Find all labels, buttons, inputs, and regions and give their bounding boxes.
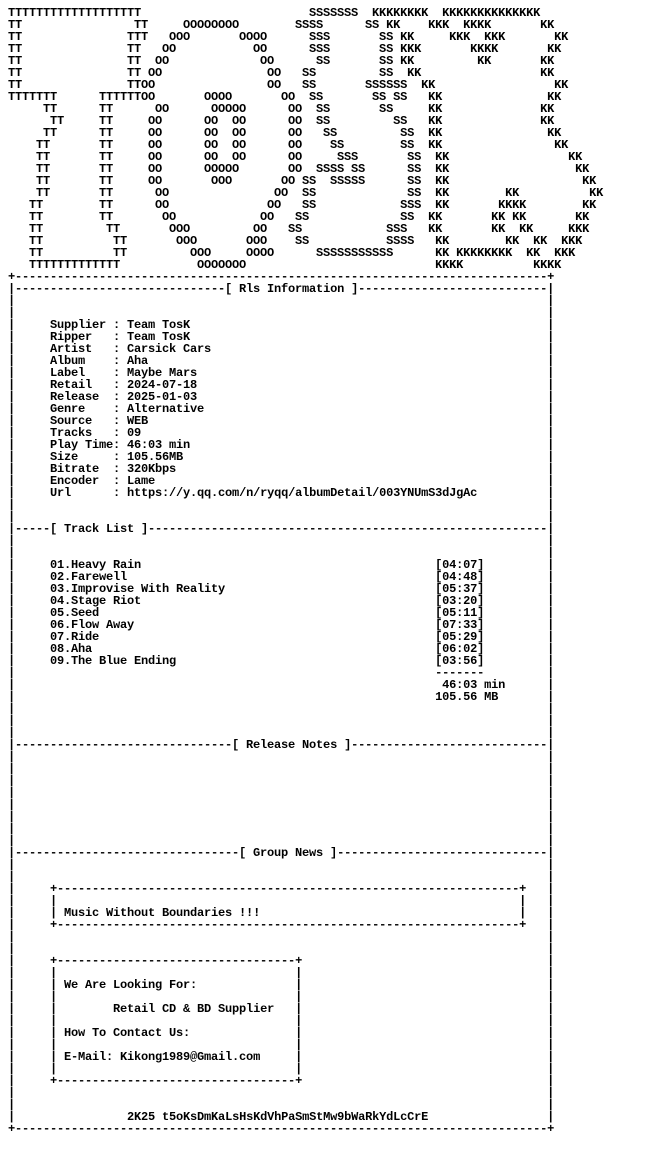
box-row: | 46:03 min | — [8, 678, 555, 692]
box-row: | | — [8, 870, 555, 884]
box-row: | 03.Improvise With Reality [05:37] | — [8, 582, 555, 596]
box-row: | | Retail CD & BD Supplier | | — [8, 1002, 555, 1016]
box-row: | | Music Without Boundaries !!! | | — [8, 906, 555, 920]
box-row: | | — [8, 1098, 555, 1112]
box-row: | | — [8, 510, 555, 524]
rls-field: Play Time: 46:03 min — [50, 438, 191, 452]
rls-field: Artist : Carsick Cars — [50, 342, 212, 356]
rls-field: Label : Maybe Mars — [50, 366, 198, 380]
rls-field: Tracks : 09 — [50, 426, 142, 440]
box-row: | | — [8, 750, 555, 764]
logo-line: TT TT OO OO SSS SS KKK KKKK KK — [8, 42, 562, 56]
box-row: | ------- | — [8, 666, 555, 680]
how-contact: How To Contact Us: — [64, 1026, 191, 1040]
logo-line: TT TT OO OO SS SS KK KK KK KK — [8, 210, 590, 224]
logo-line: TTTTTTT TTTTTTOO OOOO OO SS SS SS KK KK — [8, 90, 562, 104]
box-row: | | — [8, 762, 555, 776]
track-title: 09.The Blue Ending — [50, 654, 177, 668]
box-row: | | — [8, 702, 555, 716]
track-rule: ------- — [435, 666, 485, 680]
box-row: | 08.Aha [06:02] | — [8, 642, 555, 656]
box-row: | | | | — [8, 894, 555, 908]
rls-field: Bitrate : 320Kbps — [50, 462, 177, 476]
logo-line: TT TT OO OO OO OO SSS SS KK KK — [8, 150, 583, 164]
box-row: | 2K25 t5oKsDmKaLsHsKdVhPaSmStMw9bWaRkYdLcCrE | — [8, 1110, 555, 1124]
rls-header-row: |------------------------------[ Rls Information ]---------------------------| — [8, 282, 555, 296]
box-row: | 07.Ride [05:29] | — [8, 630, 555, 644]
track-time: [03:20] — [435, 594, 485, 608]
box-row: | Label : Maybe Mars | — [8, 366, 555, 380]
logo-line: TTTTTTTTTTTTTTTTTTT SSSSSSS KKKKKKKK KKKKKKKKKKKKKK — [8, 6, 541, 20]
box-row: | Supplier : Team TosK | — [8, 318, 555, 332]
top-border: +----------------------------------------------------------------------------+ — [8, 270, 555, 284]
rls-field: Genre : Alternative — [50, 402, 205, 416]
box-row: | | — [8, 834, 555, 848]
track-time: [07:33] — [435, 618, 485, 632]
nfo-text — [8, 7, 603, 1135]
box-row: | Release : 2025-01-03 | — [8, 390, 555, 404]
box-row: | | — [8, 858, 555, 872]
track-title: 05.Seed — [50, 606, 100, 620]
rls-header: [ Rls Information ] — [225, 282, 359, 296]
box-row: | | — [8, 294, 555, 308]
box-row: | | How To Contact Us: | | — [8, 1026, 555, 1040]
track-time: [05:29] — [435, 630, 485, 644]
box-row: | +----------------------------------+ | — [8, 954, 555, 968]
track-time: [06:02] — [435, 642, 485, 656]
logo-line: TT TT OOO OO SS SSS KK KK KK KKK — [8, 222, 590, 236]
email: E-Mail: Kikong1989@Gmail.com — [64, 1050, 261, 1064]
box-row: | Genre : Alternative | — [8, 402, 555, 416]
news-motto: Music Without Boundaries !!! — [64, 906, 261, 920]
box-row: | | — [8, 498, 555, 512]
logo-line: TT TTT OOO OOOO SSS SS KK KKK KKK KK — [8, 30, 569, 44]
track-time: [04:48] — [435, 570, 485, 584]
box-row: | +------------------------------------------------------------------+ | — [8, 882, 555, 896]
logo-line: TT TT OO OO OO OO SS SS KK KK — [8, 114, 555, 128]
box-row: | | — [8, 714, 555, 728]
bottom-border: +----------------------------------------------------------------------------+ — [8, 1122, 555, 1136]
rls-field: Album : Aha — [50, 354, 149, 368]
box-row: | Retail : 2024-07-18 | — [8, 378, 555, 392]
box-row: | | — [8, 1086, 555, 1100]
box-row: | Play Time: 46:03 min | — [8, 438, 555, 452]
logo-line: TT TT OO OO SS SS KK KK KK — [8, 186, 604, 200]
rls-field: Supplier : Team TosK — [50, 318, 191, 332]
box-row: | | | | — [8, 1038, 555, 1052]
box-row: | 02.Farewell [04:48] | — [8, 570, 555, 584]
rls-field: Ripper : Team TosK — [50, 330, 191, 344]
box-row: | | — [8, 930, 555, 944]
track-title: 02.Farewell — [50, 570, 128, 584]
box-row: | +------------------------------------------------------------------+ | — [8, 918, 555, 932]
box-row: | | E-Mail: Kikong1989@Gmail.com | | — [8, 1050, 555, 1064]
logo-line: TT TT OO OO SS SS KK KK KK — [8, 54, 555, 68]
rls-field: Encoder : Lame — [50, 474, 156, 488]
track-time: [05:37] — [435, 582, 485, 596]
box-row: | 06.Flow Away [07:33] | — [8, 618, 555, 632]
tracks-header: [ Track List ] — [50, 522, 149, 536]
news-header: [ Group News ] — [239, 846, 338, 860]
total-size: 105.56 MB — [435, 690, 499, 704]
track-time: [03:56] — [435, 654, 485, 668]
retail-supplier: Retail CD & BD Supplier — [64, 1002, 275, 1016]
notes-header-row: |-------------------------------[ Release Notes ]----------------------------| — [8, 738, 555, 752]
logo-line: TT TT OO OOOOO OO SSSS SS SS KK KK — [8, 162, 590, 176]
box-row: | | | | — [8, 966, 555, 980]
logo-line: TTTTTTTTTTTTT OOOOOOO KKKK KKKK — [8, 258, 562, 272]
box-row: | | — [8, 774, 555, 788]
rls-field: Release : 2025-01-03 — [50, 390, 198, 404]
logo-line: TT TT OO OOO OO SS SSSSS SS KK KK — [8, 174, 597, 188]
box-row: | Ripper : Team TosK | — [8, 330, 555, 344]
box-row: | +----------------------------------+ | — [8, 1074, 555, 1088]
logo-line: TT TT OOO OOOO SSSSSSSSSSS KK KKKKKKKK KK KKK — [8, 246, 576, 260]
logo-line: TT TT OO OO OO OO SS SS KK KK — [8, 138, 569, 152]
box-row: | 01.Heavy Rain [04:07] | — [8, 558, 555, 572]
box-row: | 09.The Blue Ending [03:56] | — [8, 654, 555, 668]
logo-line: TT TTOO OO SS SSSSSS KK KK — [8, 78, 569, 92]
track-title: 07.Ride — [50, 630, 100, 644]
box-row: | Source : WEB | — [8, 414, 555, 428]
box-row: | Encoder : Lame | — [8, 474, 555, 488]
looking-for: We Are Looking For: — [64, 978, 198, 992]
box-row: | | — [8, 798, 555, 812]
notes-header: [ Release Notes ] — [232, 738, 352, 752]
track-time: [04:07] — [435, 558, 485, 572]
box-row: | Artist : Carsick Cars | — [8, 342, 555, 356]
track-title: 01.Heavy Rain — [50, 558, 142, 572]
rls-field: Retail : 2024-07-18 — [50, 378, 198, 392]
rls-field: Size : 105.56MB — [50, 450, 184, 464]
box-row: | 105.56 MB | — [8, 690, 555, 704]
track-title: 08.Aha — [50, 642, 93, 656]
track-title: 03.Improvise With Reality — [50, 582, 226, 596]
box-row: | Url : https://y.qq.com/n/ryqq/albumDetail/003YNUmS3dJgAc | — [8, 486, 555, 500]
box-row: | | — [8, 546, 555, 560]
track-time: [05:11] — [435, 606, 485, 620]
box-row: | | | | — [8, 1014, 555, 1028]
logo-line: TT TT OOOOOOOO SSSS SS KK KKK KKKK KK — [8, 18, 555, 32]
tracks-header-row: |-----[ Track List ]---------------------------------------------------------| — [8, 522, 555, 536]
logo-line: TT TT OO OOOOO OO SS SS KK KK — [8, 102, 555, 116]
box-row: | Bitrate : 320Kbps | — [8, 462, 555, 476]
box-row: | | — [8, 726, 555, 740]
box-row: | | — [8, 810, 555, 824]
box-row: | | — [8, 534, 555, 548]
box-row: | | | | — [8, 1062, 555, 1076]
box-row: | | | | — [8, 990, 555, 1004]
box-row: | 04.Stage Riot [03:20] | — [8, 594, 555, 608]
rls-field: Url : https://y.qq.com/n/ryqq/albumDetail/003YNUmS3dJgAc — [50, 486, 478, 500]
footer-tag: 2K25 t5oKsDmKaLsHsKdVhPaSmStMw9bWaRkYdLcCrE — [127, 1110, 429, 1124]
box-row: | | — [8, 306, 555, 320]
box-row: | | — [8, 942, 555, 956]
track-title: 04.Stage Riot — [50, 594, 142, 608]
logo-line: TT TT OO OO SS SS KK KK — [8, 66, 555, 80]
logo-line: TT TT OOO OOO SS SSSS KK KK KK KKK — [8, 234, 583, 248]
logo-line: TT TT OO OO OO OO SS SS KK KK — [8, 126, 562, 140]
box-row: | | — [8, 822, 555, 836]
news-header-row: |--------------------------------[ Group News ]------------------------------| — [8, 846, 555, 860]
box-row: | Tracks : 09 | — [8, 426, 555, 440]
total-time: 46:03 min — [435, 678, 506, 692]
track-title: 06.Flow Away — [50, 618, 135, 632]
box-row: | 05.Seed [05:11] | — [8, 606, 555, 620]
box-row: | | We Are Looking For: | | — [8, 978, 555, 992]
box-row: | Album : Aha | — [8, 354, 555, 368]
rls-field: Source : WEB — [50, 414, 149, 428]
box-row: | Size : 105.56MB | — [8, 450, 555, 464]
logo-line: TT TT OO OO SS SSS KK KKKK KK — [8, 198, 597, 212]
box-row: | | — [8, 786, 555, 800]
